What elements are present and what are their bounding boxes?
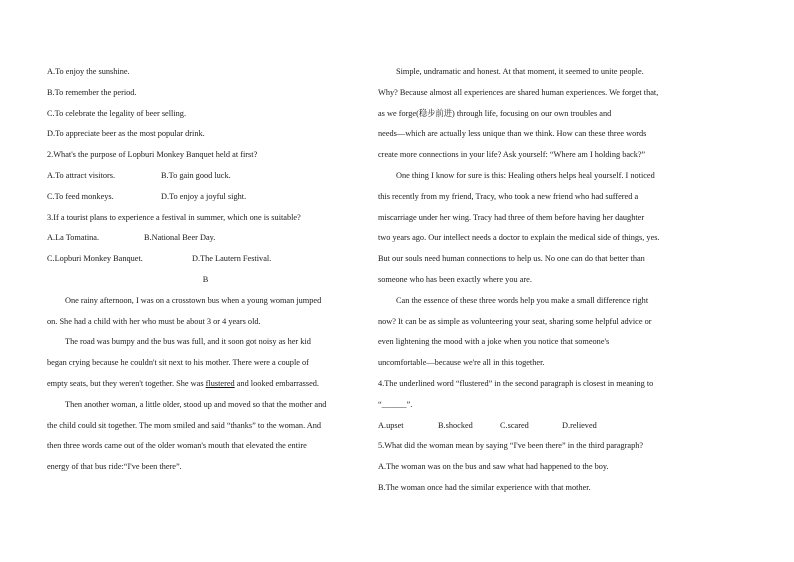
passage-p3-line4: energy of that bus ride:“I've been there”. (47, 462, 182, 472)
q4-option-c: C.scared (500, 420, 529, 430)
q2-question: 2.What's the purpose of Lopburi Monkey Banquet held at first? (47, 150, 258, 160)
passage-p5-line1: One thing I know for sure is this: Healing others helps heal yourself. I noticed (396, 170, 655, 180)
passage-p5-line3: miscarriage under her wing. Tracy had three of them before having her daughter (378, 212, 645, 222)
q1-option-c: C.To celebrate the legality of beer selling. (47, 108, 187, 118)
section-label: B (202, 274, 209, 284)
passage-p1-line2: on. She had a child with her who must be about 3 or 4 years old. (47, 316, 261, 326)
passage-p4-line5: create more connections in your life? Ask yourself: “Where am I holding back?” (378, 150, 646, 160)
passage-p1-line1: One rainy afternoon, I was on a crosstown bus when a young woman jumped (65, 295, 322, 305)
passage-p3-line3: then three words came out of the older woman's mouth that elevated the entire (47, 441, 307, 451)
q3-options-row2 (47, 249, 364, 270)
q3-question: 3.If a tourist plans to experience a festival in summer, which one is suitable? (47, 212, 301, 222)
q2-option-b: B.To gain good luck. (161, 170, 231, 180)
passage-p5-line5: But our souls need human connections to help us. No one can do that better than (378, 254, 645, 264)
passage-p2-line3-pre: empty seats, but they weren't together. She was (47, 378, 206, 388)
passage-p3-line1: Then another woman, a little older, stood up and moved so that the mother and (65, 399, 327, 409)
passage-p3-line2: the child could sit together. The mom smiled and said “thanks” to the woman. And (47, 420, 322, 430)
q2-option-d: D.To enjoy a joyful sight. (161, 191, 247, 201)
q2-option-a: A.To attract visitors. (47, 170, 116, 180)
passage-p6-line2: now? It can be as simple as volunteering your seat, sharing some helpful advice or (378, 316, 652, 326)
passage-p2-line2: began crying because he couldn't sit next to his mother. There were a couple of (47, 358, 309, 368)
passage-p6-line3: even lightening the mood with a joke when you notice that someone's (378, 337, 610, 347)
passage-p2-line1: The road was bumpy and the bus was full, and it soon got noisy as her kid (65, 337, 311, 347)
passage-p4-line3: as we forge(稳步前进) through life, focusing on our own troubles and (378, 108, 612, 118)
passage-p2-line3-post: and looked embarrassed. (234, 378, 319, 388)
q3-option-a: A.La Tomatina. (47, 233, 100, 243)
q2-options-row1 (47, 166, 364, 187)
passage-p4-line2: Why? Because almost all experiences are shared human experiences. We forget that, (378, 87, 659, 97)
passage-p2-line3 (47, 374, 364, 395)
passage-p4-line1: Simple, undramatic and honest. At that moment, it seemed to unite people. (396, 67, 644, 76)
q4-options (378, 416, 695, 437)
q4-option-b: B.shocked (438, 420, 473, 430)
q5-option-a: A.The woman was on the bus and saw what had happened to the boy. (378, 462, 609, 472)
right-column (378, 62, 695, 499)
q2-option-c: C.To feed monkeys. (47, 191, 114, 201)
passage-p5-line4: two years ago. Our intellect needs a doctor to explain the medical side of things, yes. (378, 233, 660, 243)
passage-p6-line1: Can the essence of these three words help you make a small difference right (396, 295, 649, 305)
passage-p4-line4: needs—which are actually less unique than we think. How can these three words (378, 129, 647, 139)
q4-blank: “______”. (378, 399, 413, 409)
underlined-word-flustered: flustered (205, 378, 235, 388)
passage-p5-line2: this recently from my friend, Tracy, who took a new friend who had suffered a (378, 191, 639, 201)
q5-question: 5.What did the woman mean by saying “I've been there” in the third paragraph? (378, 441, 644, 451)
passage-p6-line4: uncomfortable—because we're all in this together. (378, 358, 545, 368)
q3-option-b: B.National Beer Day. (144, 233, 216, 243)
q4-option-d: D.relieved (562, 420, 597, 430)
q3-option-d: D.The Lautern Festival. (192, 254, 272, 264)
q3-options-row1 (47, 228, 364, 249)
q2-options-row2 (47, 187, 364, 208)
left-column (47, 62, 364, 478)
q5-option-b: B.The woman once had the similar experience with that mother. (378, 482, 591, 492)
q1-option-b: B.To remember the period. (47, 87, 137, 97)
q1-option-a: A.To enjoy the sunshine. (47, 67, 130, 76)
q4-question: 4.The underlined word “flustered” in the second paragraph is closest in meaning to (378, 378, 654, 388)
q1-option-d: D.To appreciate beer as the most popular drink. (47, 129, 205, 139)
passage-p5-line6: someone who has been exactly where you are. (378, 274, 532, 284)
q3-option-c: C.Lopburi Monkey Banquet. (47, 254, 143, 264)
q4-option-a: A.upset (378, 420, 404, 430)
